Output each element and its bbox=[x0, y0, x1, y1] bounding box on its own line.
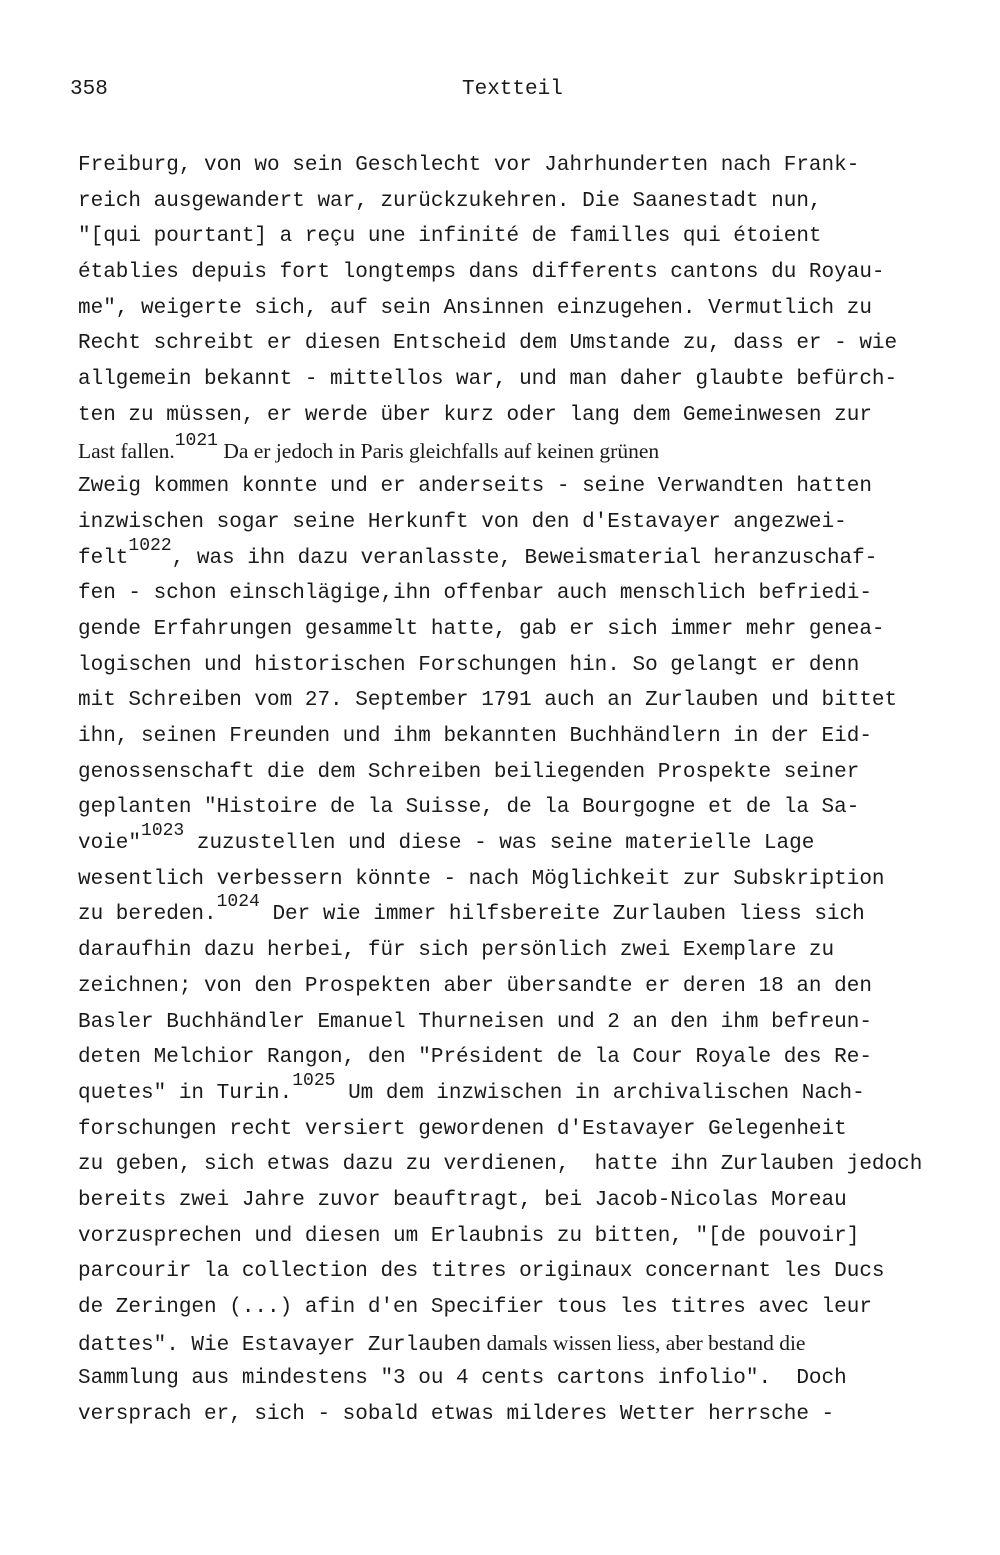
text-line: fen - schon einschlägige,ihn offenbar auch menschlich befriedi- bbox=[78, 582, 872, 606]
text-line: Basler Buchhändler Emanuel Thurneisen und 2 an den ihm befreun- bbox=[78, 1010, 872, 1034]
text-line: Zweig kommen konnte und er anderseits - seine Verwandten hatten bbox=[78, 475, 872, 499]
running-title: Textteil bbox=[462, 78, 563, 101]
line-text: Der wie immer hilfsbereite Zurlauben liess sich bbox=[259, 903, 865, 927]
text-line: deten Melchior Rangon, den "Président de la Cour Royale des Re- bbox=[78, 1046, 872, 1070]
line-text: zu bereden. bbox=[78, 903, 217, 927]
text-line: "[qui pourtant] a reçu une infinité de familles qui étoient bbox=[78, 225, 822, 249]
text-line: Recht schreibt er diesen Entscheid dem Umstande zu, dass er - wie bbox=[78, 332, 898, 356]
text-line: zeichnen; von den Prospekten aber übersandte er deren 18 an den bbox=[78, 974, 872, 998]
text-line: bereits zwei Jahre zuvor beauftragt, bei Jacob-Nicolas Moreau bbox=[78, 1188, 847, 1212]
body-text bbox=[78, 148, 993, 1433]
text-line bbox=[78, 892, 993, 933]
text-line: logischen und historischen Forschungen hin. So gelangt er denn bbox=[78, 653, 860, 677]
text-line: Freiburg, von wo sein Geschlecht vor Jahrhunderten nach Frank- bbox=[78, 154, 860, 177]
text-line: Sammlung aus mindestens "3 ou 4 cents cartons infolio". Doch bbox=[78, 1367, 847, 1391]
text-line bbox=[78, 535, 993, 577]
text-line: de Zeringen (...) afin d'en Specifier tous les titres avec leur bbox=[78, 1296, 872, 1319]
text-line: reich ausgewandert war, zurückzukehren. Die Saanestadt nun, bbox=[78, 189, 822, 213]
footnote-marker: 1022 bbox=[128, 535, 172, 556]
line-text: voie" bbox=[78, 832, 142, 856]
line-text: Da er jedoch in Paris gleichfalls auf keinen grünen bbox=[217, 438, 660, 463]
text-line: forschungen recht versiert gewordenen d'Estavayer Gelegenheit bbox=[78, 1117, 847, 1141]
footnote-marker: 1021 bbox=[174, 430, 218, 451]
footnote-marker: 1024 bbox=[216, 892, 260, 913]
text-line: inzwischen sogar seine Herkunft von den d'Estavayer angezwei- bbox=[78, 510, 847, 534]
text-line: daraufhin dazu herbei, für sich persönlich zwei Exemplare zu bbox=[78, 939, 835, 963]
text-line: gende Erfahrungen gesammelt hatte, gab er sich immer mehr genea- bbox=[78, 617, 885, 641]
page-header bbox=[0, 78, 1000, 108]
text-line bbox=[78, 1326, 993, 1362]
text-line bbox=[78, 430, 993, 470]
text-line: me", weigerte sich, auf sein Ansinnen einzugehen. Vermutlich zu bbox=[78, 296, 872, 320]
text-line: parcourir la collection des titres originaux concernant les Ducs bbox=[78, 1260, 885, 1284]
text-line: vorzusprechen und diesen um Erlaubnis zu bitten, "[de pouvoir] bbox=[78, 1224, 860, 1248]
text-line: ihn, seinen Freunden und ihm bekannten Buchhändlern in der Eid- bbox=[78, 725, 872, 748]
text-line: wesentlich verbessern könnte - nach Möglichkeit zur Subskription bbox=[78, 867, 885, 891]
text-line: genossenschaft die dem Schreiben beiliegenden Prospekte seiner bbox=[78, 760, 860, 784]
text-line: ten zu müssen, er werde über kurz oder lang dem Gemeinwesen zur bbox=[78, 403, 872, 427]
footnote-marker: 1023 bbox=[141, 821, 185, 842]
text-line bbox=[78, 821, 993, 862]
text-line: allgemein bekannt - mittellos war, und man daher glaubte befürch- bbox=[78, 368, 898, 392]
text-line bbox=[78, 1070, 993, 1112]
text-line: versprach er, sich - sobald etwas milderes Wetter herrsche - bbox=[78, 1403, 835, 1427]
line-text: felt bbox=[78, 546, 129, 570]
line-text: zuzustellen und diese - was seine materielle Lage bbox=[184, 832, 815, 856]
text-line: mit Schreiben vom 27. September 1791 auch an Zurlauben und bittet bbox=[78, 689, 898, 713]
footnote-marker: 1025 bbox=[292, 1070, 336, 1091]
line-text: dattes". Wie Estavayer Zurlauben bbox=[78, 1333, 482, 1357]
line-text: quetes" in Turin. bbox=[78, 1081, 293, 1105]
line-text: Last fallen. bbox=[78, 438, 175, 463]
line-text: Um dem inzwischen in archivalischen Nach- bbox=[335, 1081, 865, 1105]
line-text: , was ihn dazu veranlasste, Beweismaterial heranzuschaf- bbox=[171, 546, 878, 570]
text-line: zu geben, sich etwas dazu zu verdienen, hatte ihn Zurlauben jedoch bbox=[78, 1153, 923, 1177]
line-text: damals wissen liess, aber bestand die bbox=[481, 1330, 806, 1355]
page-number: 358 bbox=[70, 78, 108, 101]
text-line: établies depuis fort longtemps dans differents cantons du Royau- bbox=[78, 261, 885, 285]
text-line: geplanten "Histoire de la Suisse, de la Bourgogne et de la Sa- bbox=[78, 796, 860, 820]
